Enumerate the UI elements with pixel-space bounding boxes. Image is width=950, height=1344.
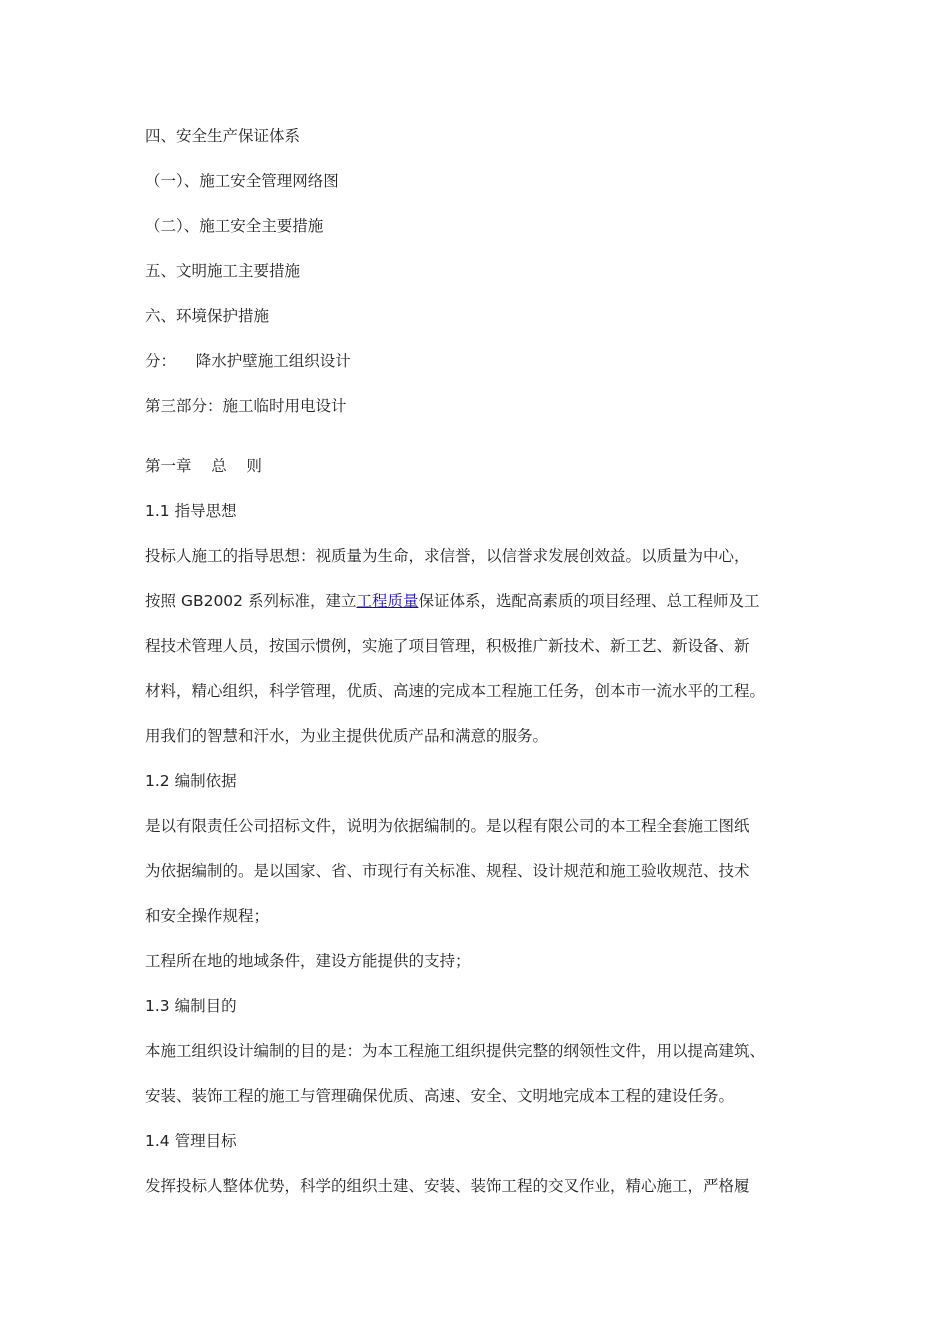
paragraph-line: 本施工组织设计编制的目的是：为本工程施工组织提供完整的纲领性文件，用以提高建筑、	[145, 1042, 766, 1060]
paragraph-line: 是以有限责任公司招标文件，说明为依据编制的。是以程有限公司的本工程全套施工图纸	[145, 817, 750, 835]
chapter-title: 第一章 总 则	[145, 457, 262, 475]
paragraph-line: 安装、装饰工程的施工与管理确保优质、高速、安全、文明地完成本工程的建设任务。	[145, 1087, 735, 1105]
toc-item: （二）、施工安全主要措施	[145, 217, 324, 235]
paragraph-line: 投标人施工的指导思想：视质量为生命，求信誉，以信誉求发展创效益。以质量为中心，	[145, 547, 750, 565]
paragraph-line: 发挥投标人整体优势，科学的组织土建、安装、装饰工程的交叉作业，精心施工，严格履	[145, 1177, 750, 1195]
engineering-quality-link[interactable]: 工程质量	[356, 592, 419, 610]
section-heading	[145, 771, 815, 791]
text-run: 系列标准，建立	[243, 592, 357, 610]
paragraph-line: 材料，精心组织，科学管理，优质、高速的完成本工程施工任务，创本市一流水平的工程。	[145, 682, 766, 700]
toc-item: 第三部分：施工临时用电设计	[145, 397, 347, 415]
section-heading	[145, 996, 815, 1016]
section-heading	[145, 501, 815, 521]
section-title: 指导思想	[169, 502, 237, 520]
toc-item: 四、安全生产保证体系	[145, 127, 301, 145]
section-heading	[145, 1131, 815, 1151]
paragraph-line: 用我们的智慧和汗水，为业主提供优质产品和满意的服务。	[145, 727, 549, 745]
toc-item: 分： 降水护壁施工组织设计	[145, 352, 351, 370]
section-number: 1.1	[145, 502, 170, 520]
section-title: 管理目标	[169, 1132, 237, 1150]
paragraph-line: 工程所在地的地域条件，建设方能提供的支持；	[145, 952, 471, 970]
paragraph-line: 和安全操作规程；	[145, 907, 270, 925]
standard-code: GB2002	[180, 592, 244, 610]
toc-item: 五、文明施工主要措施	[145, 262, 301, 280]
paragraph-line: 程技术管理人员，按国示惯例，实施了项目管理，积极推广新技术、新工艺、新设备、新	[145, 637, 750, 655]
toc-item: 六、环境保护措施	[145, 307, 270, 325]
section-title: 编制目的	[169, 997, 237, 1015]
text-run: 按照	[145, 592, 181, 610]
section-title: 编制依据	[169, 772, 237, 790]
section-number: 1.2	[145, 772, 170, 790]
text-run: 保证体系，选配高素质的项目经理、总工程师及工	[418, 592, 760, 610]
section-number: 1.4	[145, 1132, 170, 1150]
section-number: 1.3	[145, 997, 170, 1015]
paragraph-line: 为依据编制的。是以国家、省、市现行有关标准、规程、设计规范和施工验收规范、技术	[145, 862, 750, 880]
toc-item: （一）、施工安全管理网络图	[145, 172, 339, 190]
paragraph-line	[145, 591, 815, 611]
